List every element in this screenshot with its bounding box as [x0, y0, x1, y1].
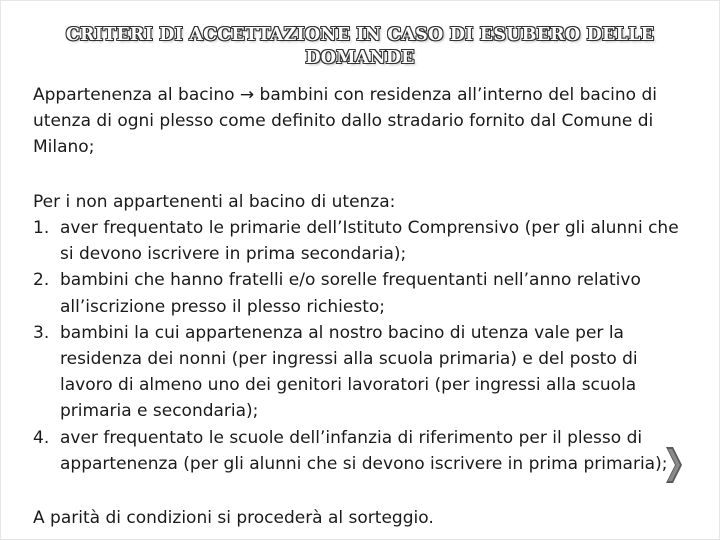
chevron-right-icon[interactable]: [664, 445, 684, 485]
list-item-number: 1.: [33, 218, 50, 238]
list-item-number: 4.: [33, 427, 50, 448]
criteria-list: [33, 215, 693, 477]
list-item: [33, 425, 693, 477]
list-item-text: bambini che hanno fratelli e/o sorelle frequentanti nell’anno relativo all’iscrizione presso il plesso richiesto;: [60, 270, 641, 317]
intro-paragraph: Appartenenza al bacino → bambini con residenza all’interno del bacino di utenza di ogni plesso come definito dallo stradario fornito dal Comune di Milano;: [33, 85, 657, 158]
list-item-text: aver frequentato le primarie dell’Istituto Comprensivo (per gli alunni che si devono iscrivere in prima secondaria);: [60, 218, 679, 265]
lead-paragraph: Per i non appartenenti al bacino di utenza:: [33, 192, 396, 212]
list-item-text: bambini la cui appartenenza al nostro bacino di utenza vale per la residenza dei nonni (per ingressi alla scuola primaria) e del posto di lavoro di almeno uno dei genitori lavoratori (per ingressi alla scuola primaria e secondaria);: [60, 322, 638, 422]
list-item: [33, 215, 693, 267]
list-item: [33, 320, 693, 425]
list-item-text: aver frequentato le scuole dell’infanzia di riferimento per il plesso di appartenenza (per gli alunni che si devono iscrivere in prima primaria);: [60, 427, 668, 474]
list-item: [33, 267, 693, 319]
closing-paragraph: A parità di condizioni si procederà al sorteggio.: [33, 508, 434, 528]
list-item-number: 3.: [33, 322, 50, 343]
list-item-number: 2.: [33, 270, 50, 291]
slide-title: CRITERI DI ACCETTAZIONE IN CASO DI ESUBERO DELLE DOMANDE: [65, 25, 655, 68]
